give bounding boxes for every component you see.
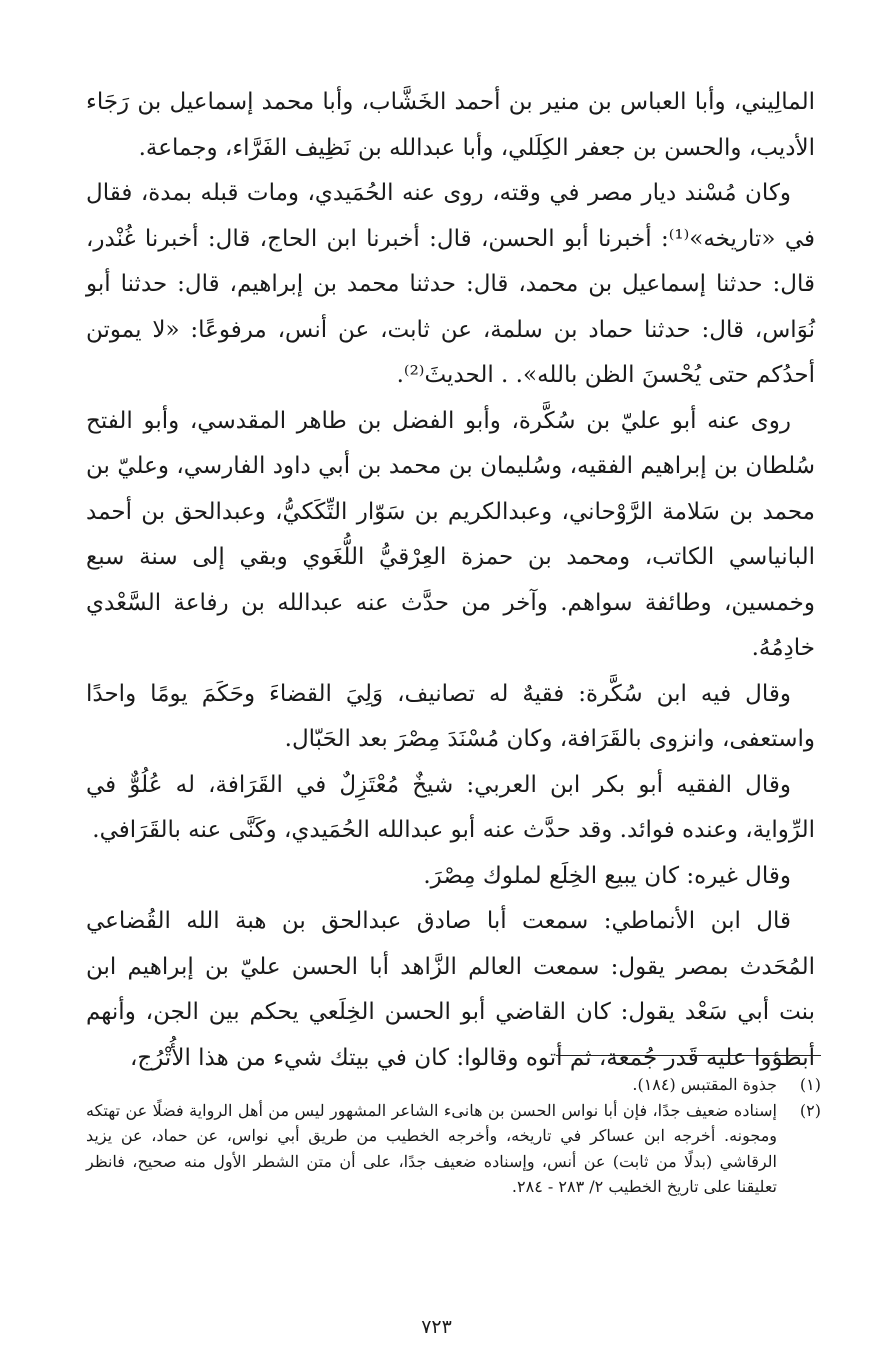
footnote-text: إسناده ضعيف جدًا، فإن أبا نواس الحسن بن هانىء الشاعر المشهور ليس من أهل الرواية فضلًا عن تهتكه ومجونه. أخرجه ابن عساكر في تاريخه، وأخرجه الخطيب من طريق أبي نواس، عن حماد، عن يزيد الرقاشي (بدلًا من ثابت) عن أنس، وإسناده ضعيف جدًا، على أن متن الشطر الأول منه صحيح، فانظر تعليقنا على تاريخ الخطيب ٢/ ٢٨٣ - ٢٨٤.: [86, 1100, 777, 1196]
footnote-text: جذوة المقتبس (١٨٤).: [632, 1075, 777, 1094]
footnote: [86, 1072, 821, 1098]
main-text: [86, 80, 815, 1081]
footnote-separator: [556, 1055, 821, 1056]
paragraph: المالِيني، وأبا العباس بن منير بن أحمد الخَشَّاب، وأبا محمد إسماعيل بن رَجَاء الأديب، والحسن بن جعفر الكِلَلي، وأبا عبدالله بن نَظِيف الفَرَّاء، وجماعة.: [86, 89, 815, 161]
paragraph: وقال فيه ابن سُكَّرة: فقيهٌ له تصانيف، وَلِيَ القضاءَ وحَكَمَ يومًا واحدًا واستعفى، وانزوى بالقَرَافة، وكان مُسْنَدَ مِصْرَ بعد الحَبّال.: [86, 680, 815, 752]
page-body: [86, 80, 815, 1081]
paragraph: قال ابن الأنماطي: سمعت أبا صادق عبدالحق بن هبة الله القُضاعي المُحَدث بمصر يقول: سمعت العالم الزَّاهد أبا الحسن عليّ بن إبراهيم ابن بنت أبي سَعْد يقول: كان القاضي أبو الحسن الخِلَعي يحكم بين الجن، وأنهم أبطؤوا عليه قَدر جُمعة، ثم أتوه وقالوا: كان في بيتك شيء من هذا الأُتْرُج،: [86, 908, 815, 1071]
paragraph: وكان مُسْند ديار مصر في وقته، روى عنه الحُمَيدي، ومات قبله بمدة، فقال في «تاريخه»⁽¹⁾: أخبرنا أبو الحسن، قال: أخبرنا ابن الحاج، قال: أخبرنا غُنْدر، قال: حدثنا إسماعيل بن محمد، قال: حدثنا محمد بن إبراهيم، قال: حدثنا أبو نُوَاس، قال: حدثنا حماد بن سلمة، عن ثابت، عن أنس، مرفوعًا: «لا يموتن أحدُكم حتى يُحْسنَ الظن بالله». . الحديثَ⁽²⁾.: [86, 180, 815, 388]
paragraph: روى عنه أبو عليّ بن سُكَّرة، وأبو الفضل بن طاهر المقدسي، وأبو الفتح سُلطان بن إبراهيم الفقيه، وسُليمان بن محمد بن أبي داود الفارسي، وعليّ بن محمد بن سَلامة الرَّوْحاني، وعبدالكريم بن سَوّار التِّكَكيُّ، وعبدالحق بن أحمد البانياسي الكاتب، ومحمد بن حمزة العِرْقيُّ اللُّغَوي وبقي إلى سنة سبع وخمسين، وطائفة سواهم. وآخر من حدَّث عنه عبدالله بن رفاعة السَّعْدي خادِمُهُ.: [86, 407, 815, 661]
footnote-number: (١): [799, 1075, 821, 1094]
paragraph: وقال الفقيه أبو بكر ابن العربي: شيخٌ مُعْتَزِلٌ في القَرَافة، له عُلُوٌّ في الرِّواية، وعنده فوائد. وقد حدَّث عنه أبو عبدالله الحُمَيدي، وكَنَّى عنه بالقَرَافي.: [86, 771, 815, 843]
footnote: [86, 1098, 821, 1200]
paragraph: وقال غيره: كان يبيع الخِلَع لملوك مِصْرَ.: [423, 862, 791, 889]
page-number: ٧٢٣: [421, 1316, 452, 1338]
footnote-number: (٢): [799, 1100, 821, 1120]
footnotes: [86, 1072, 821, 1200]
